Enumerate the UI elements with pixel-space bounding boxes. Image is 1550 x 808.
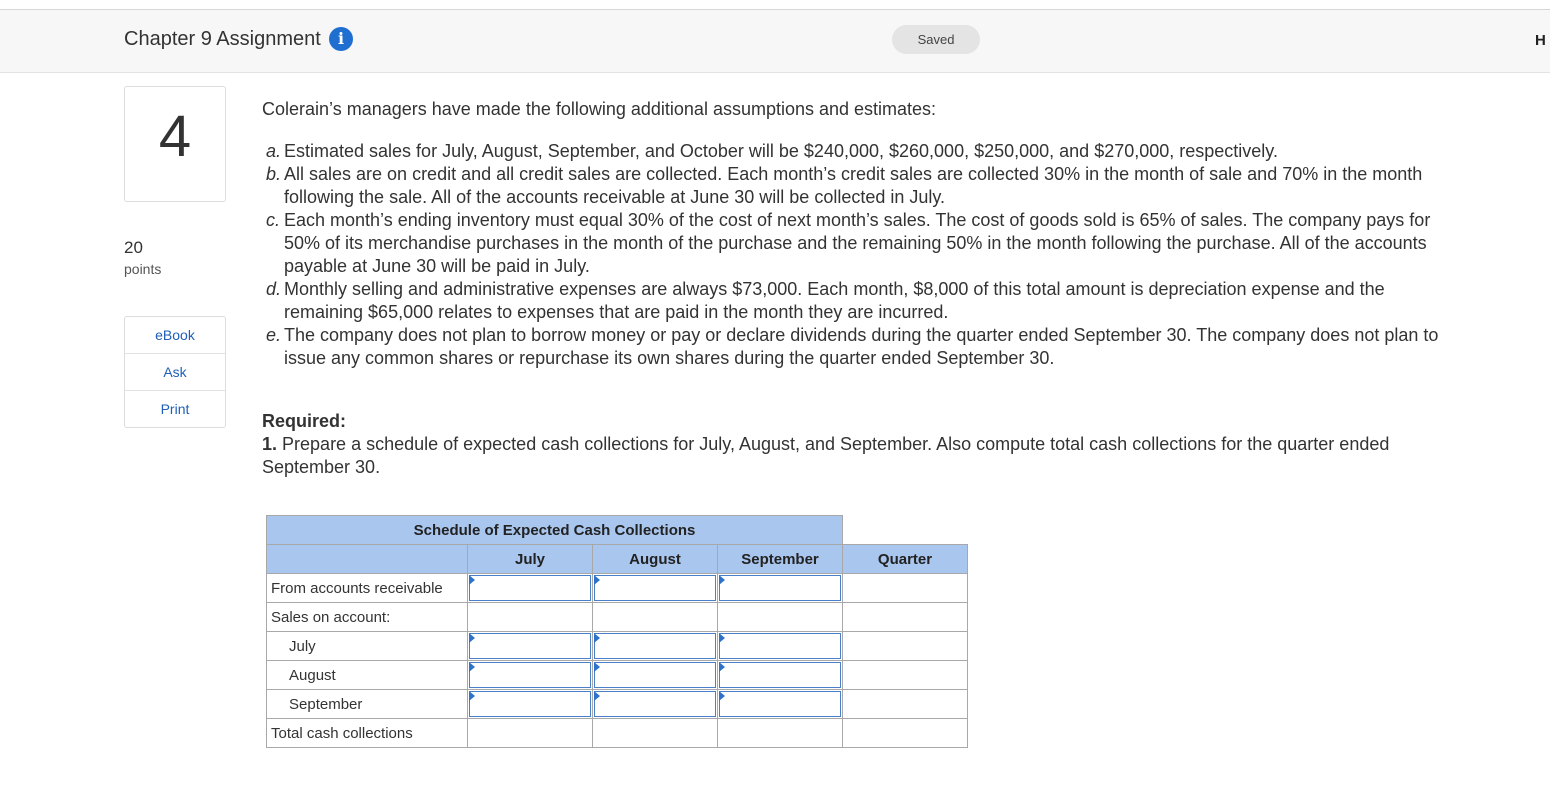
ar-july-input[interactable]: [469, 575, 591, 601]
points-value: 20: [124, 238, 143, 257]
cell-total-july: [468, 719, 593, 748]
col-quarter: Quarter: [843, 545, 968, 574]
cell-blank: [593, 603, 718, 632]
september-sales-july-input[interactable]: [469, 691, 591, 717]
schedule-title: Schedule of Expected Cash Collections: [267, 516, 843, 545]
table-row: [267, 719, 968, 748]
input-cell-august-july[interactable]: [468, 661, 593, 690]
table-row: [267, 632, 968, 661]
col-august: August: [593, 545, 718, 574]
july-sales-august-input[interactable]: [594, 633, 716, 659]
assumption-b: b. All sales are on credit and all credit sales are collected. Each month’s credit sales are collected 30% in the month of sale and 70% in the month following the sale. All of the accounts receivable at June 30 will be collected in July.: [266, 164, 1423, 207]
assumption-c: c. Each month’s ending inventory must equal 30% of the cost of next month’s sales. The cost of goods sold is 65% of sales. The company pays for 50% of its merchandise purchases in the month of the purchase and the remaining 50% in the month following the purchase. All of the accounts payable at June 30 will be paid in July.: [266, 210, 1431, 276]
cash-collections-schedule: [266, 515, 968, 748]
cell-july-quarter: [843, 632, 968, 661]
header-right-truncated[interactable]: H: [1535, 32, 1546, 49]
required-title: Required:: [262, 411, 347, 431]
cell-blank: [843, 603, 968, 632]
input-marker-icon: [594, 633, 600, 643]
question-number-box: [124, 86, 226, 202]
row-label-september: September: [267, 690, 468, 719]
question-content: [262, 98, 1452, 479]
question-number: 4: [158, 104, 192, 169]
input-cell-ar-september[interactable]: [718, 574, 843, 603]
august-sales-september-input[interactable]: [719, 662, 841, 688]
table-row: [267, 574, 968, 603]
points-label: points: [124, 261, 162, 277]
question-tools: [124, 316, 226, 428]
cell-september-quarter: [843, 690, 968, 719]
schedule-title-row: [267, 516, 968, 545]
assumptions-list: [262, 140, 1452, 370]
assignment-header: [0, 10, 1550, 73]
august-sales-august-input[interactable]: [594, 662, 716, 688]
input-marker-icon: [469, 691, 475, 701]
august-sales-july-input[interactable]: [469, 662, 591, 688]
input-marker-icon: [719, 691, 725, 701]
input-marker-icon: [719, 575, 725, 585]
september-sales-september-input[interactable]: [719, 691, 841, 717]
input-marker-icon: [719, 662, 725, 672]
input-marker-icon: [594, 575, 600, 585]
input-cell-july-august[interactable]: [593, 632, 718, 661]
assumption-d: d. Monthly selling and administrative expenses are always $73,000. Each month, $8,000 of this total amount is depreciation expense and the remaining $65,000 relates to expenses that are paid in the month they are incurred.: [266, 279, 1385, 322]
row-label-july: July: [267, 632, 468, 661]
input-cell-ar-august[interactable]: [593, 574, 718, 603]
cell-blank: [468, 603, 593, 632]
input-cell-july-september[interactable]: [718, 632, 843, 661]
header-blank: [267, 545, 468, 574]
ask-button[interactable]: Ask: [125, 354, 225, 391]
row-label-sales-on-account: Sales on account:: [267, 603, 468, 632]
schedule-title-blank: [843, 516, 968, 545]
input-marker-icon: [594, 691, 600, 701]
table-row: [267, 603, 968, 632]
ebook-button[interactable]: eBook: [125, 317, 225, 354]
required-item-1: 1. Prepare a schedule of expected cash collections for July, August, and September. Also compute total cash collections for the quarter ended September 30.: [262, 434, 1390, 477]
input-cell-september-september[interactable]: [718, 690, 843, 719]
input-marker-icon: [469, 662, 475, 672]
col-september: September: [718, 545, 843, 574]
input-cell-august-august[interactable]: [593, 661, 718, 690]
row-label-from-ar: From accounts receivable: [267, 574, 468, 603]
ar-august-input[interactable]: [594, 575, 716, 601]
cell-ar-quarter: [843, 574, 968, 603]
cell-total-quarter: [843, 719, 968, 748]
required-section: [262, 410, 1452, 479]
col-july: July: [468, 545, 593, 574]
table-row: [267, 690, 968, 719]
cell-total-august: [593, 719, 718, 748]
row-label-august: August: [267, 661, 468, 690]
table-row: [267, 661, 968, 690]
input-cell-august-september[interactable]: [718, 661, 843, 690]
input-cell-ar-july[interactable]: [468, 574, 593, 603]
input-marker-icon: [594, 662, 600, 672]
assumption-e: e. The company does not plan to borrow money or pay or declare dividends during the quarter ended September 30. The company does not plan to issue any common shares or repurchase its own shares during the quarter ended September 30.: [266, 325, 1439, 368]
assignment-title: Chapter 9 Assignment: [124, 28, 321, 50]
intro-text: Colerain’s managers have made the following additional assumptions and estimates:: [262, 99, 937, 119]
cell-blank: [718, 603, 843, 632]
input-marker-icon: [719, 633, 725, 643]
row-label-total: Total cash collections: [267, 719, 468, 748]
july-sales-september-input[interactable]: [719, 633, 841, 659]
schedule-header-row: [267, 545, 968, 574]
input-cell-september-august[interactable]: [593, 690, 718, 719]
september-sales-august-input[interactable]: [594, 691, 716, 717]
assumption-a: a. Estimated sales for July, August, September, and October will be $240,000, $260,000, $250,000, and $270,000, respectively.: [266, 141, 1278, 161]
input-cell-july-july[interactable]: [468, 632, 593, 661]
saved-status-badge: Saved: [892, 25, 980, 54]
ar-september-input[interactable]: [719, 575, 841, 601]
cell-total-september: [718, 719, 843, 748]
input-marker-icon: [469, 633, 475, 643]
july-sales-july-input[interactable]: [469, 633, 591, 659]
info-icon[interactable]: i: [329, 27, 353, 51]
input-cell-september-july[interactable]: [468, 690, 593, 719]
print-button[interactable]: Print: [160, 401, 190, 417]
cell-august-quarter: [843, 661, 968, 690]
input-marker-icon: [469, 575, 475, 585]
